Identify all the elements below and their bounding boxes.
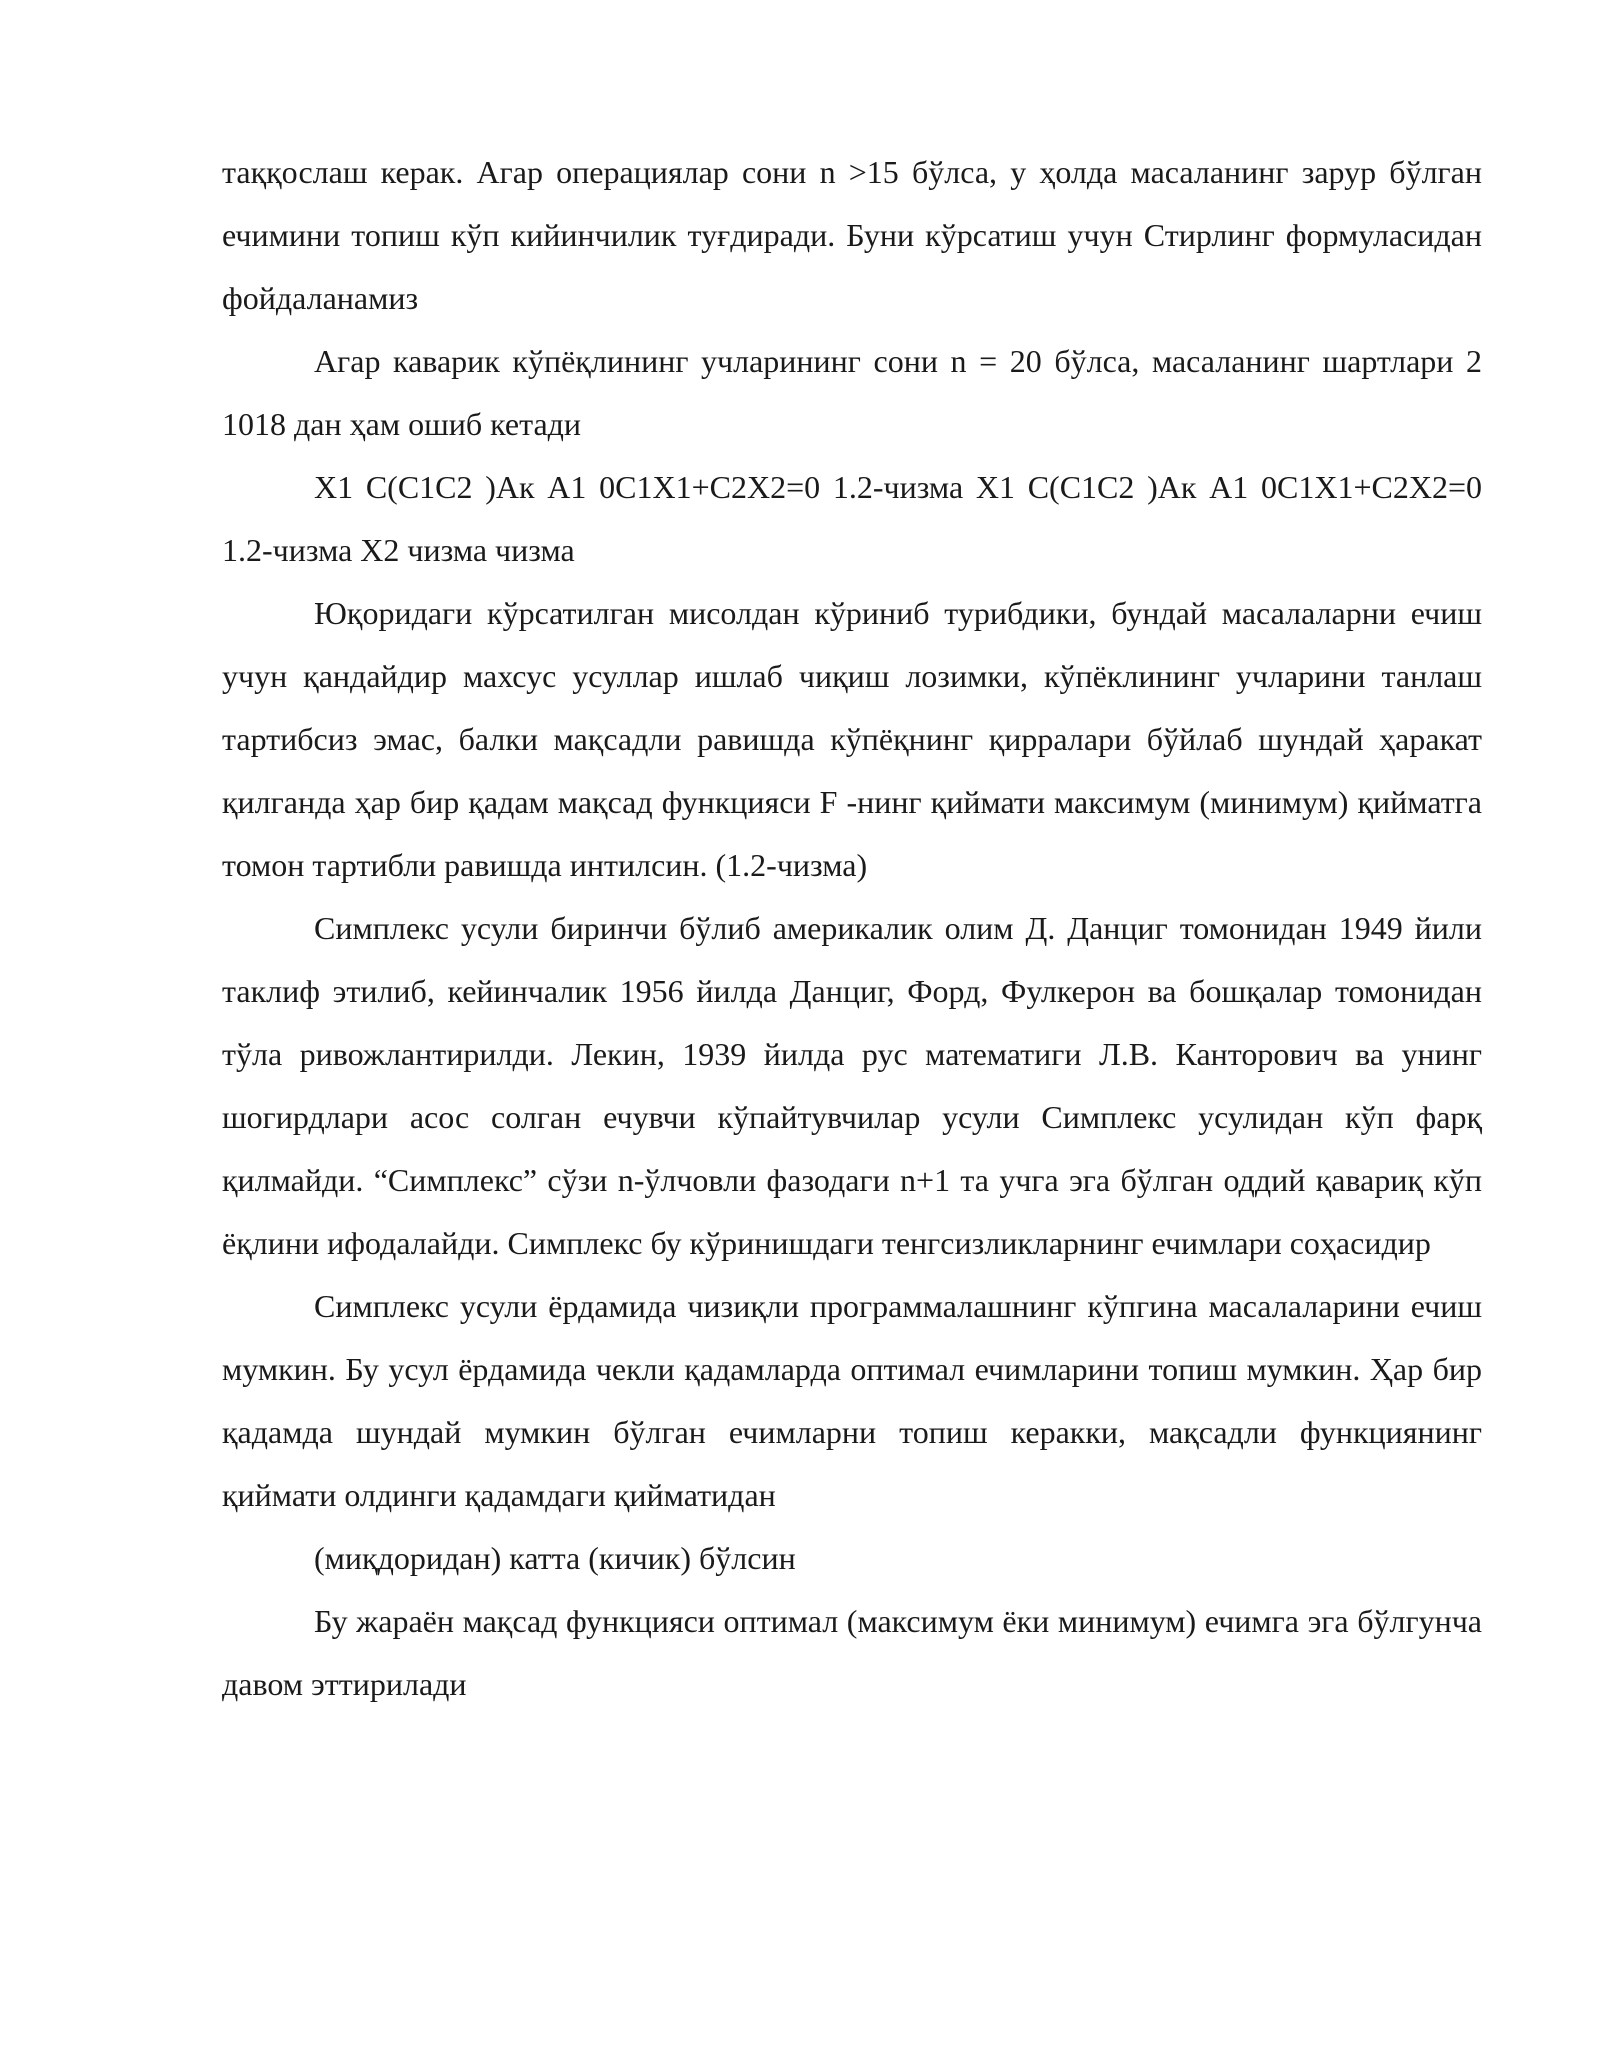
paragraph-3: X1 C(C1C2 )Ак A1 0C1X1+C2X2=0 1.2-чизма X1 C(C1C2 )Ак A1 0C1X1+C2X2=0 1.2-чизма X2 чизма чизма [222,469,1482,568]
paragraph-7: (миқдоридан) катта (кичик) бўлсин [314,1540,796,1576]
paragraph-2: Агар каварик кўпёқлининг учларининг сони n = 20 бўлса, масаланинг шартлари 2 1018 дан ҳам ошиб кетади [222,343,1482,442]
paragraph-4: Юқоридаги кўрсатилган мисолдан кўриниб турибдики, бундай масалаларни ечиш учун қандайдир махсус усуллар ишлаб чиқиш лозимки, кўпёклининг учларини танлаш тартибсиз эмас, балки мақсадли равишда кўпёқнинг қирралари бўйлаб шундай ҳаракат қилганда ҳар бир қадам мақсад функцияси F -нинг қиймати максимум (минимум) қийматга томон тартибли равишда интилсин. (1.2-чизма) [222,595,1482,883]
paragraph-8: Бу жараён мақсад функцияси оптимал (максимум ёки минимум) ечимга эга бўлгунча давом эттирилади [222,1603,1482,1702]
paragraph-5: Симплекс усули биринчи бўлиб америкалик олим Д. Данциг томонидан 1949 йили таклиф этилиб, кейинчалик 1956 йилда Данциг, Форд, Фулкерон ва бошқалар томонидан тўла ривожлантирилди. Лекин, 1939 йилда рус математиги Л.В. Канторович ва унинг шогирдлари асос солган ечувчи кўпайтувчилар усули Симплекс усулидан кўп фарқ қилмайди. “Симплекс” сўзи n-ўлчовли фазодаги n+1 та учга эга бўлган оддий қавариқ кўп ёқлини ифодалайди. Симплекс бу кўринишдаги тенгсизликларнинг ечимлари соҳасидир [222,910,1482,1261]
paragraph-1: таққослаш керак. Агар операциялар сони n >15 бўлса, у ҳолда масаланинг зарур бўлган ечимини топиш кўп кийинчилик туғдиради. Буни кўрсатиш учун Стирлинг формуласидан фойдаланамиз [222,154,1482,316]
document-page [222,141,1482,1716]
paragraph-6: Симплекс усули ёрдамида чизиқли программалашнинг кўпгина масалаларини ечиш мумкин. Бу усул ёрдамида чекли қадамларда оптимал ечимларини топиш мумкин. Ҳар бир қадамда шундай мумкин бўлган ечимларни топиш керакки, мақсадли функциянинг қиймати олдинги қадамдаги қийматидан [222,1288,1482,1513]
